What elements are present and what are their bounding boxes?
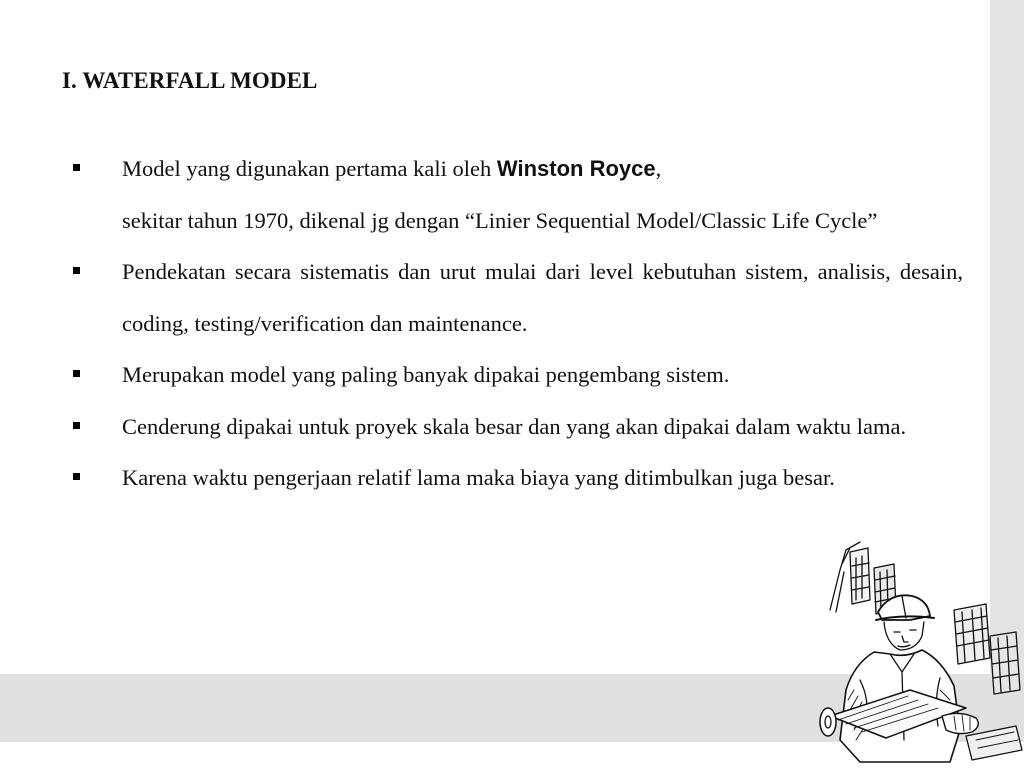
slide-title: I. WATERFALL MODEL — [62, 68, 318, 93]
square-bullet-icon — [73, 164, 80, 171]
bullet-item — [70, 246, 963, 349]
bullet-text-1-part-1: Model yang digunakan pertama kali oleh — [122, 156, 497, 181]
bullet-text-1-continuation: sekitar tahun 1970, dikenal jg dengan “Linier Sequential Model/Classic Life Cycle” — [122, 207, 878, 233]
bullet-item — [70, 401, 963, 453]
square-bullet-icon — [73, 267, 80, 274]
square-bullet-icon — [73, 422, 80, 429]
bullet-text-4: Cenderung dipakai untuk proyek skala besar dan yang akan dipakai dalam waktu lama. — [122, 413, 907, 439]
bullet-item — [70, 143, 963, 246]
bullet-list — [70, 143, 963, 504]
bullet-text-5: Karena waktu pengerjaan relatif lama maka biaya yang ditimbulkan juga besar. — [122, 465, 835, 490]
bullet-text-1-part-2: , — [655, 156, 662, 181]
bullet-item — [70, 452, 963, 504]
bullet-text-3: Merupakan model yang paling banyak dipakai pengembang sistem. — [122, 362, 730, 387]
bullet-text-2: Pendekatan secara sistematis dan urut mulai dari level kebutuhan sistem, analisis, desain, coding, testing/verification dan maintenance. — [122, 259, 963, 336]
square-bullet-icon — [73, 370, 80, 377]
bullet-item — [70, 349, 963, 401]
engineer-with-blueprints-illustration — [790, 540, 1024, 768]
author-name: Winston Royce — [496, 156, 656, 181]
square-bullet-icon — [73, 473, 80, 480]
